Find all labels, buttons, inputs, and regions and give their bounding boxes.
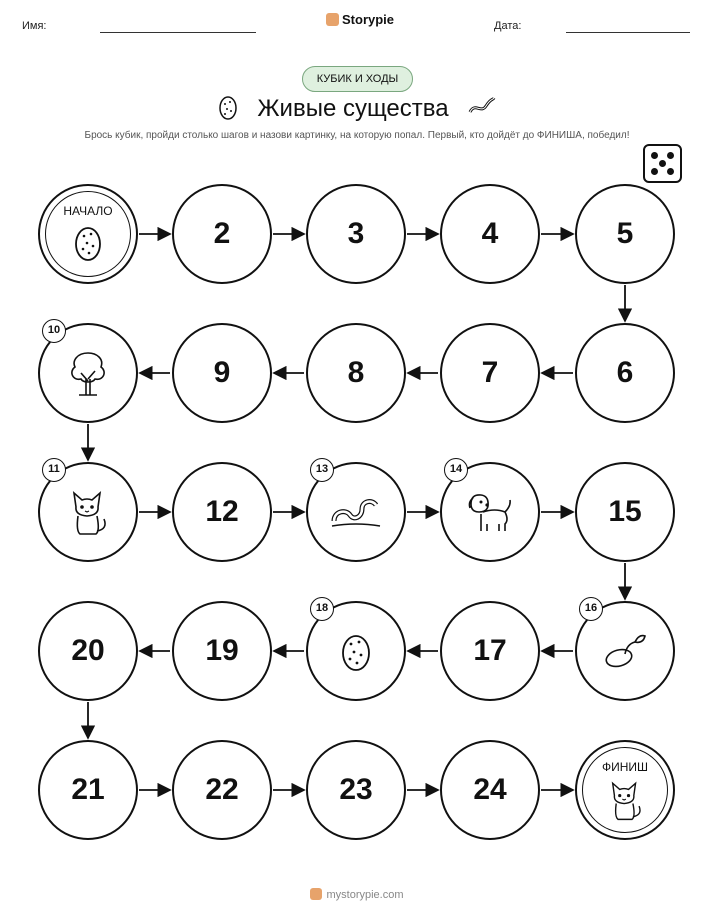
board-cell-6: 6 — [575, 323, 675, 423]
board-cell-18 — [306, 601, 406, 701]
seed-sprout-icon — [603, 632, 647, 670]
storypie-logo-icon — [310, 888, 322, 900]
cell-number-badge: 14 — [444, 458, 468, 482]
board-cell-2: 2 — [172, 184, 272, 284]
cell-number-badge: 18 — [310, 597, 334, 621]
board-cell-16 — [575, 601, 675, 701]
egg-icon — [73, 222, 103, 262]
name-label: Имя: — [22, 20, 47, 32]
board-cell-14 — [440, 462, 540, 562]
board-start — [38, 184, 138, 284]
board-cell-21: 21 — [38, 740, 138, 840]
date-label: Дата: — [494, 20, 522, 32]
board-cell-4: 4 — [440, 184, 540, 284]
title-text: Живые существа — [257, 95, 449, 122]
start-label: НАЧАЛО — [63, 204, 113, 218]
cell-number-badge: 13 — [310, 458, 334, 482]
board-cell-11 — [38, 462, 138, 562]
tree-icon — [67, 349, 109, 397]
board-cell-15: 15 — [575, 462, 675, 562]
board-cell-9: 9 — [172, 323, 272, 423]
board-cell-24: 24 — [440, 740, 540, 840]
board-cell-13 — [306, 462, 406, 562]
cat-icon — [66, 487, 110, 537]
activity-badge: КУБИК И ХОДЫ — [302, 66, 413, 92]
board-cell-23: 23 — [306, 740, 406, 840]
board-cell-20: 20 — [38, 601, 138, 701]
board-cell-19: 19 — [172, 601, 272, 701]
board-cell-8: 8 — [306, 323, 406, 423]
cell-number-badge: 16 — [579, 597, 603, 621]
puppy-icon — [465, 490, 515, 534]
brand-name: Storypie — [342, 12, 395, 27]
worm-icon — [330, 495, 382, 529]
finish-label: ФИНИШ — [601, 760, 649, 774]
cat-icon — [605, 778, 645, 822]
instructions: Брось кубик, пройди столько шагов и назови картинку, на которую попал. Первый, кто дойдёт до ФИНИША, победил! — [84, 130, 630, 141]
board-cell-22: 22 — [172, 740, 272, 840]
board-cell-12: 12 — [172, 462, 272, 562]
board-cell-3: 3 — [306, 184, 406, 284]
board-cell-17: 17 — [440, 601, 540, 701]
board-cell-7: 7 — [440, 323, 540, 423]
cell-number-badge: 11 — [42, 458, 66, 482]
board-cell-10 — [38, 323, 138, 423]
board-finish — [575, 740, 675, 840]
board-cell-5: 5 — [575, 184, 675, 284]
footer — [0, 888, 714, 901]
cell-number-badge: 10 — [42, 319, 66, 343]
footer-url[interactable]: mystorypie.com — [326, 889, 404, 901]
egg-icon — [340, 630, 372, 672]
